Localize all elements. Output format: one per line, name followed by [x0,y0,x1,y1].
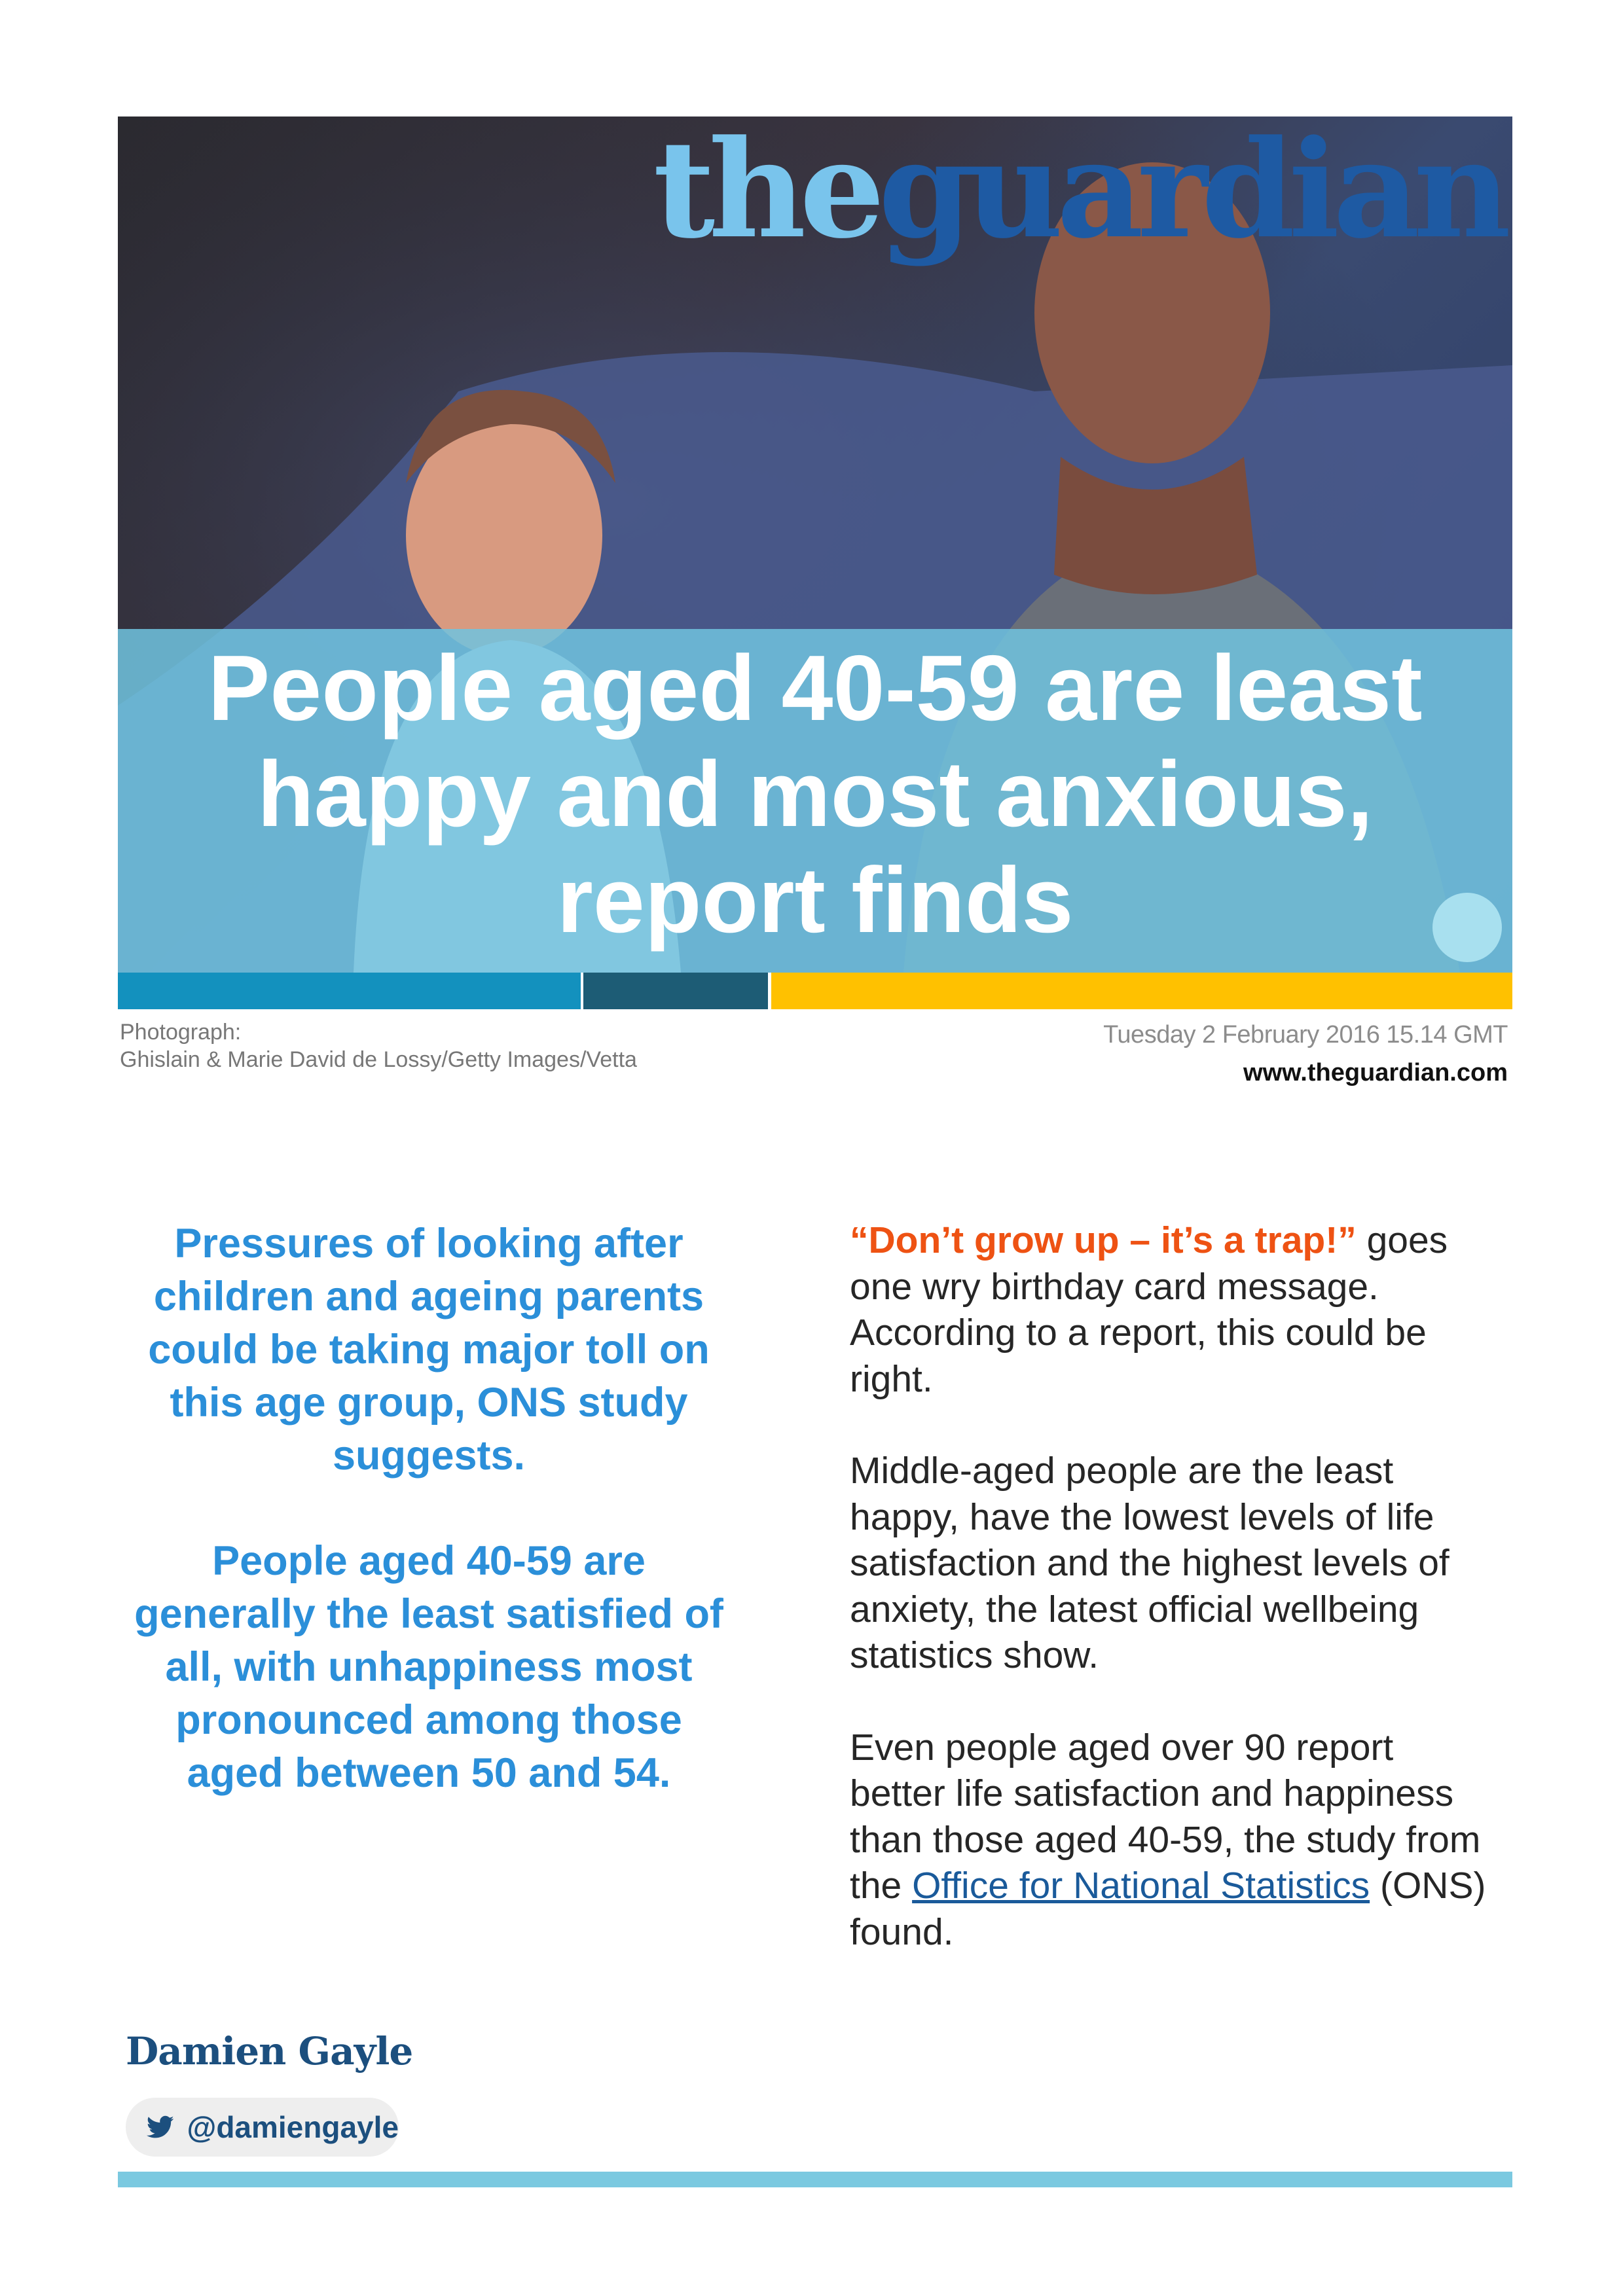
pull-quote: “Don’t grow up – it’s a trap!” [850,1219,1357,1261]
standfirst [131,1217,727,1852]
decorative-dot [1432,893,1502,962]
ons-link[interactable]: Office for National Statistics [912,1865,1370,1907]
body-text: goes one wry birthday card message. According to a report, this could be right. [850,1219,1448,1400]
twitter-bird-icon [147,2113,173,2142]
bottom-rule [118,2172,1512,2187]
photo-credit-name: Ghislain & Marie David de Lossy/Getty Images/Vetta [120,1047,637,1072]
article-body [850,1217,1491,2001]
standfirst-paragraph: People aged 40-59 are generally the least satisfied of all, with unhappiness most pronounced among those aged between 50 and 54. [134,1538,723,1796]
color-stripes [118,973,1512,1009]
headline: People aged 40-59 are least happy and most anxious, report finds [208,636,1423,952]
headline-panel [118,629,1512,973]
author-name: Damien Gayle [126,2029,413,2073]
hero-photo [118,117,1512,973]
body-text: (ONS) found. [850,1865,1486,1953]
stripe-dark [583,973,768,1009]
stripe-blue [118,973,581,1009]
stripe-yellow [771,973,1512,1009]
body-text: Even people aged over 90 report better life satisfaction and happiness than those aged 40-59, the study from the [850,1726,1481,1907]
guardian-logo: theguardian [653,117,1504,268]
photo-credit-label: Photograph: [120,1020,242,1045]
dateline: Tuesday 2 February 2016 15.14 GMT [1103,1021,1508,1049]
body-paragraph: Middle-aged people are the least happy, have the lowest levels of life satisfaction and the highest levels of anxiety, the latest official wellbeing statistics show. [850,1450,1450,1676]
body-paragraph [850,1725,1491,1956]
photo-credit [120,1018,637,1073]
body-paragraph [850,1217,1491,1402]
standfirst-paragraph: Pressures of looking after children and ageing parents could be taking major toll on this age group, ONS study suggests. [148,1221,710,1479]
website-link[interactable]: www.theguardian.com [1243,1059,1508,1086]
twitter-handle: @damiengayle [187,2110,399,2144]
twitter-follow-button[interactable] [126,2098,399,2157]
